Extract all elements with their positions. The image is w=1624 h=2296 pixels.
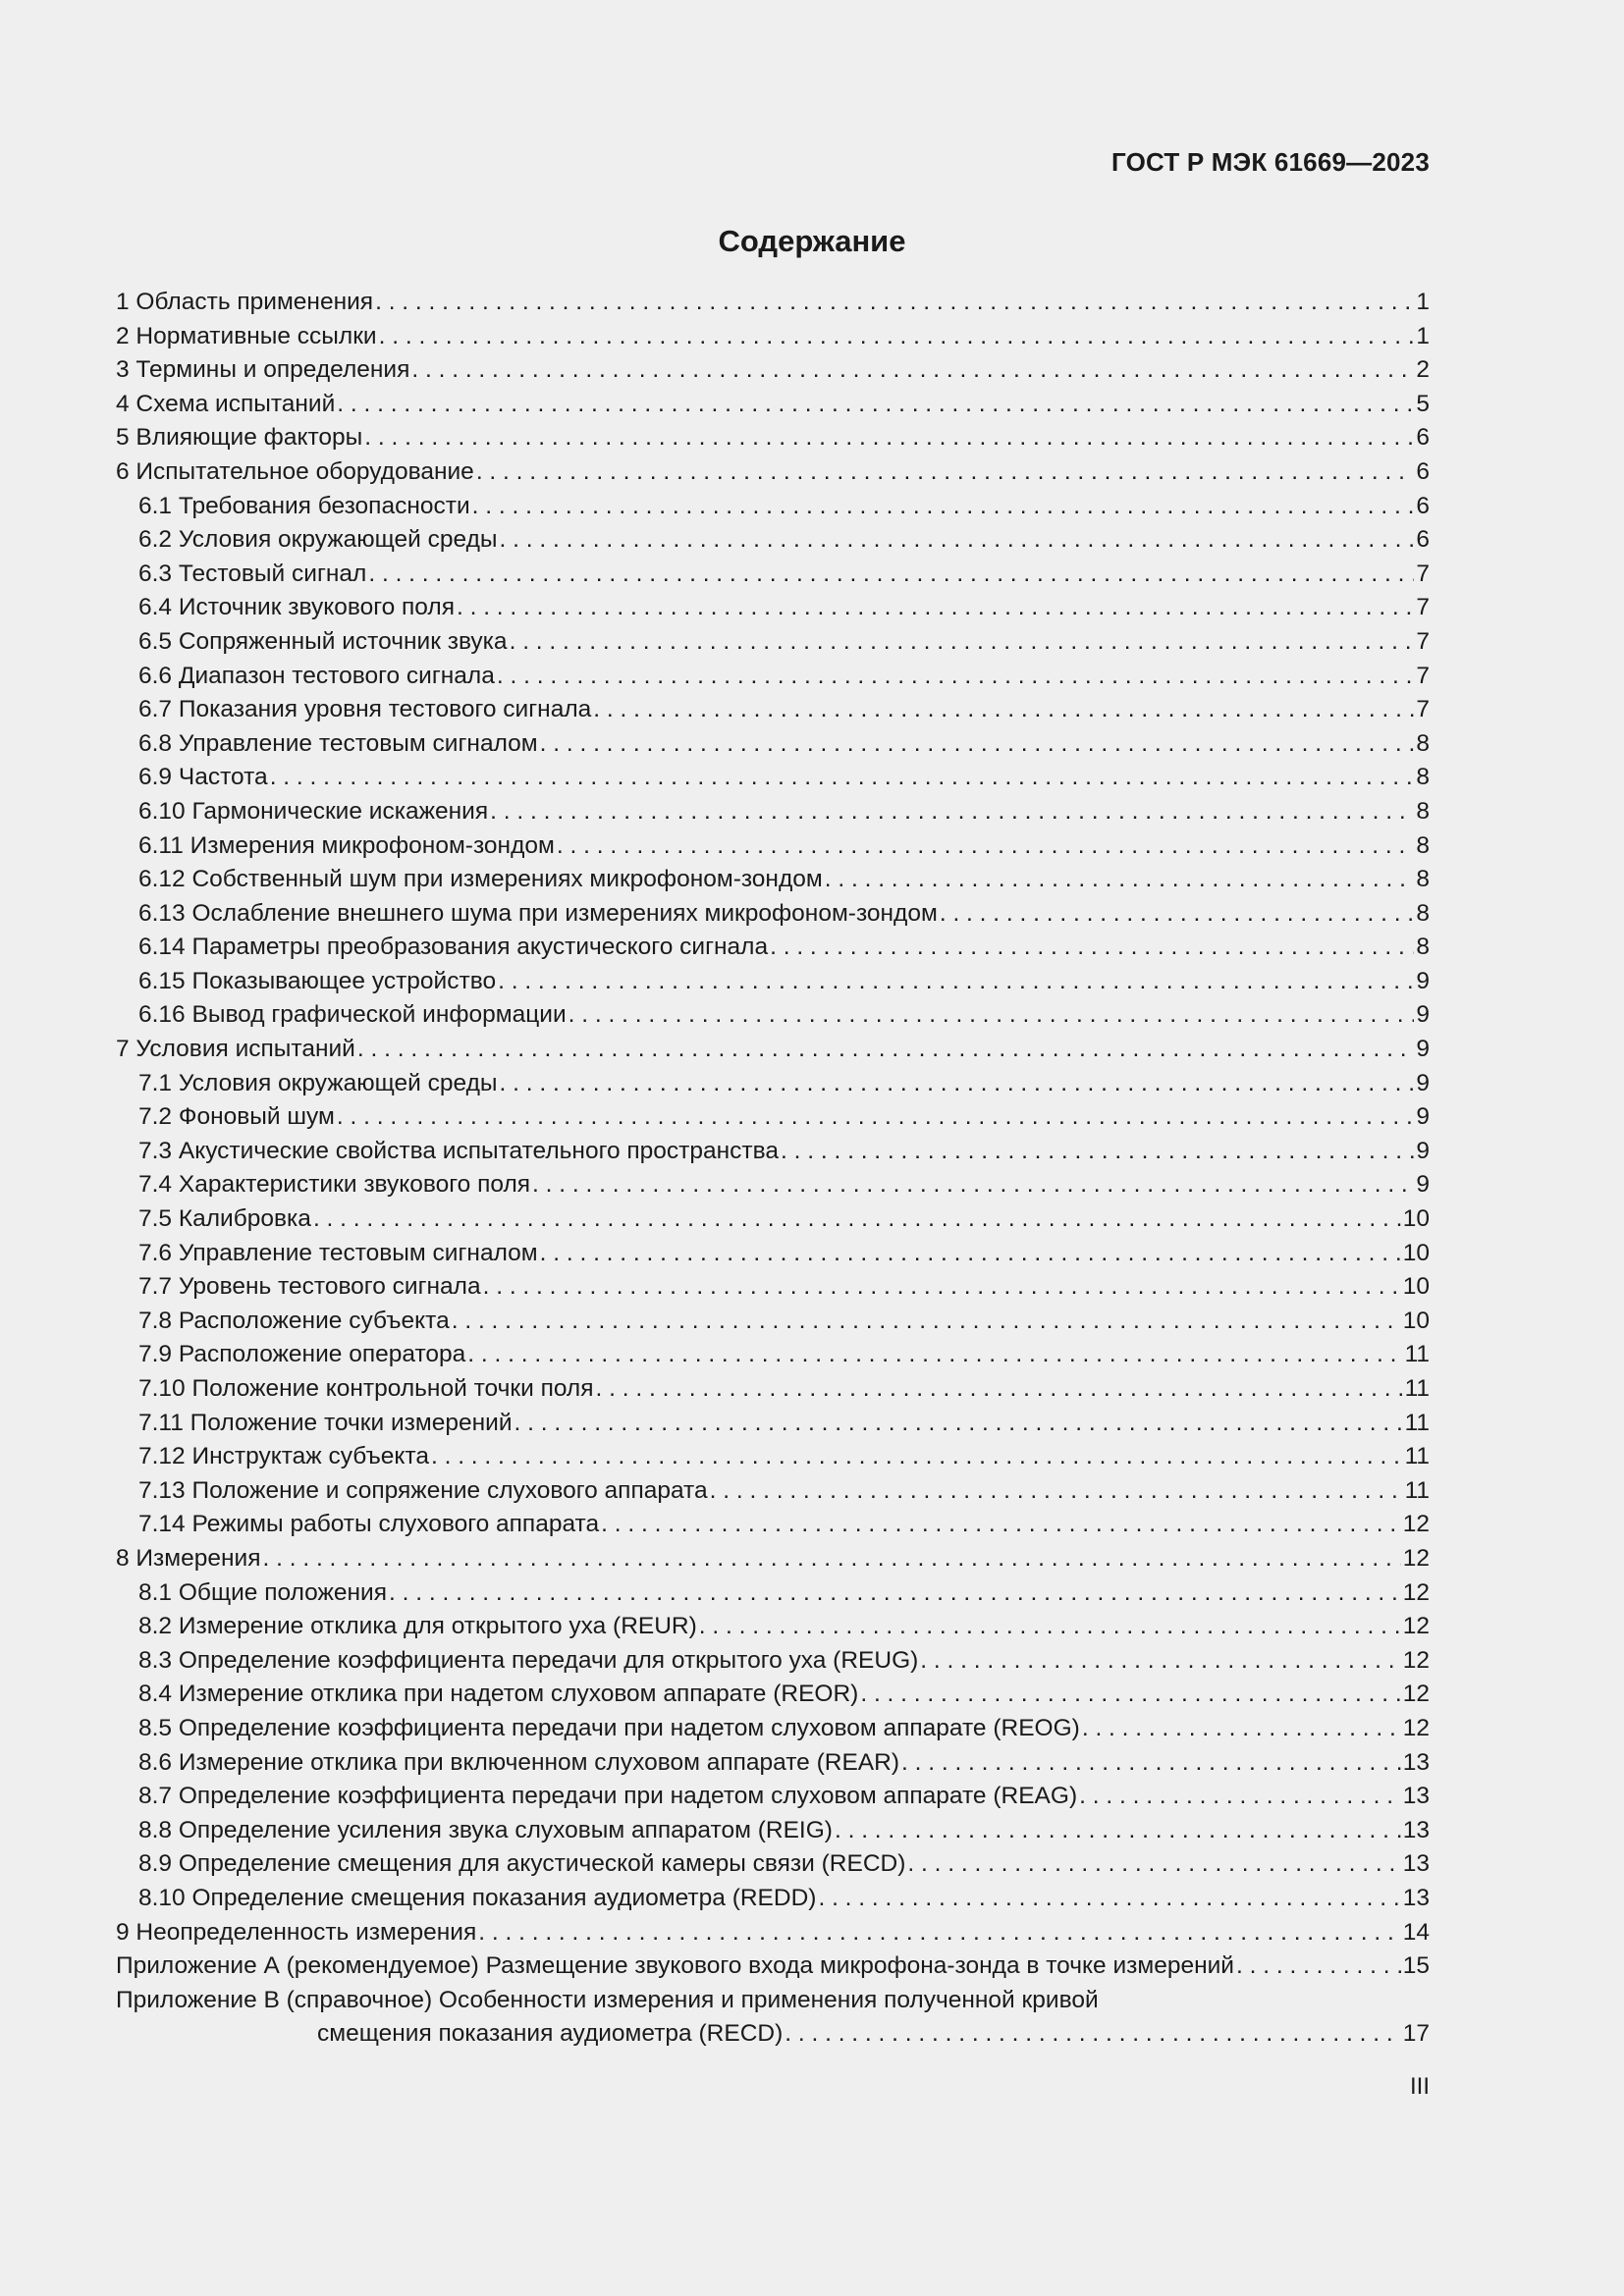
toc-entry-title: 8.2 Измерение отклика для открытого уха (REUR) [138, 1613, 697, 1640]
toc-entry[interactable] [116, 660, 1430, 694]
toc-entry-title: 7.7 Уровень тестового сигнала [138, 1273, 481, 1301]
toc-leader-dots [472, 490, 1415, 524]
toc-entry[interactable] [116, 1237, 1430, 1271]
toc-entry-page: 11 [1404, 1375, 1430, 1402]
toc-entry-title: 7.5 Калибровка [138, 1205, 311, 1233]
toc-entry[interactable] [116, 761, 1430, 795]
toc-leader-dots [337, 1100, 1414, 1135]
toc-entry-page: 12 [1402, 1578, 1430, 1606]
toc-entry[interactable] [116, 490, 1430, 524]
toc-entry-title: 7.4 Характеристики звукового поля [138, 1171, 531, 1199]
toc-entry[interactable] [116, 523, 1430, 558]
toc-entry[interactable] [116, 1100, 1430, 1135]
toc-entry-page: 11 [1404, 1476, 1430, 1504]
toc-entry-page: 12 [1402, 1511, 1430, 1538]
toc-entry-page: 11 [1404, 1409, 1430, 1436]
page-number: III [1409, 2073, 1430, 2100]
toc-entry-title: 6.12 Собственный шум при измерениях микрофоном-зондом [138, 866, 823, 893]
toc-entry[interactable] [116, 1067, 1430, 1101]
table-of-contents [116, 286, 1430, 2052]
toc-entry[interactable] [116, 455, 1430, 490]
toc-entry-title: 6.15 Показывающее устройство [138, 967, 497, 994]
toc-entry-title: 8.5 Определение коэффициента передачи при надетом слуховом аппарате (REOG) [138, 1714, 1080, 1741]
toc-entry-title: 8.7 Определение коэффициента передачи при надетом слуховом аппарате (REAG) [138, 1783, 1078, 1810]
toc-entry-title: 6.3 Тестовый сигнал [138, 560, 367, 587]
toc-entry-title: 6.14 Параметры преобразования акустического сигнала [138, 934, 769, 961]
toc-entry-title: 3 Термины и определения [116, 356, 410, 384]
toc-entry[interactable] [116, 1644, 1430, 1679]
toc-leader-dots [907, 1847, 1400, 1882]
toc-leader-dots [568, 998, 1415, 1033]
toc-entry-page: 12 [1402, 1613, 1430, 1640]
toc-entry-title: 7 Условия испытаний [116, 1036, 355, 1063]
toc-leader-dots [835, 1814, 1401, 1848]
toc-leader-dots [770, 931, 1414, 965]
toc-leader-dots [1079, 1780, 1401, 1814]
toc-entry-title: 6.2 Условия окружающей среды [138, 526, 498, 554]
toc-entry-page: 11 [1404, 1341, 1430, 1368]
toc-entry-title: 5 Влияющие факторы [116, 424, 363, 452]
toc-leader-dots [920, 1644, 1400, 1679]
toc-leader-dots [781, 1135, 1414, 1169]
toc-leader-dots [540, 727, 1415, 762]
toc-entry-page: 1 [1416, 322, 1430, 349]
toc-leader-dots [467, 1338, 1402, 1372]
toc-leader-dots [1236, 1949, 1401, 1984]
toc-entry-page: 13 [1402, 1748, 1430, 1776]
toc-entry-title: 6.6 Диапазон тестового сигнала [138, 662, 495, 689]
toc-entry[interactable] [116, 829, 1430, 864]
toc-entry-title: 6.13 Ослабление внешнего шума при измерениях микрофоном-зондом [138, 899, 938, 927]
toc-leader-dots [368, 558, 1414, 592]
toc-entry-page: 6 [1416, 526, 1430, 554]
toc-leader-dots [710, 1474, 1403, 1509]
toc-entry-page: 9 [1416, 1069, 1430, 1096]
toc-entry[interactable] [116, 1847, 1430, 1882]
toc-entry[interactable] [116, 1814, 1430, 1848]
toc-entry-page: 7 [1416, 662, 1430, 689]
toc-leader-dots [497, 660, 1415, 694]
toc-entry[interactable] [116, 591, 1430, 625]
toc-entry[interactable] [116, 1474, 1430, 1509]
toc-leader-dots [476, 455, 1415, 490]
toc-entry[interactable] [116, 1576, 1430, 1611]
toc-leader-dots [357, 1033, 1414, 1067]
toc-entry[interactable] [116, 625, 1430, 660]
toc-entry[interactable] [116, 1508, 1430, 1542]
toc-entry-page: 1 [1416, 289, 1430, 315]
toc-entry-title: 7.3 Акустические свойства испытательного пространства [138, 1137, 780, 1164]
toc-entry-page: 13 [1402, 1783, 1430, 1810]
toc-leader-dots [483, 1270, 1401, 1305]
toc-leader-dots [940, 897, 1415, 932]
toc-entry[interactable] [116, 1542, 1430, 1576]
toc-entry-page: 9 [1416, 1001, 1430, 1029]
toc-entry-title: 6.5 Сопряженный источник звука [138, 627, 508, 655]
toc-entry-page: 11 [1404, 1443, 1430, 1470]
toc-entry[interactable] [116, 1746, 1430, 1781]
toc-entry[interactable] [116, 1916, 1430, 1950]
toc-entry[interactable] [116, 1168, 1430, 1202]
toc-entry-page: 6 [1416, 424, 1430, 452]
toc-entry-page: 7 [1416, 560, 1430, 587]
toc-entry-title: 6.16 Вывод графической информации [138, 1001, 567, 1029]
toc-entry[interactable] [116, 421, 1430, 455]
toc-entry[interactable] [116, 1372, 1430, 1407]
toc-entry-title: Приложение В (справочное) Особенности измерения и применения полученной кривой [116, 1986, 1099, 2013]
toc-entry-title: 7.9 Расположение оператора [138, 1341, 466, 1368]
toc-entry[interactable] [116, 1270, 1430, 1305]
toc-entry-title: 4 Схема испытаний [116, 390, 336, 417]
toc-entry-title: 7.6 Управление тестовым сигналом [138, 1239, 538, 1266]
toc-entry-page: 8 [1416, 866, 1430, 893]
toc-entry[interactable] [116, 1984, 1430, 2018]
toc-entry[interactable] [116, 795, 1430, 829]
toc-entry[interactable] [116, 693, 1430, 727]
toc-entry-page: 9 [1416, 1036, 1430, 1063]
toc-entry-title: 6.8 Управление тестовым сигналом [138, 729, 538, 757]
toc-leader-dots [557, 829, 1415, 864]
toc-entry-page: 8 [1416, 831, 1430, 859]
toc-leader-dots [313, 1202, 1401, 1237]
toc-leader-dots [593, 693, 1414, 727]
toc-leader-dots [1082, 1712, 1401, 1746]
toc-entry-title: 7.13 Положение и сопряжение слухового аппарата [138, 1476, 708, 1504]
toc-leader-dots [510, 625, 1415, 660]
toc-entry-title: 6.1 Требования безопасности [138, 492, 470, 519]
toc-leader-dots [490, 795, 1414, 829]
toc-entry-page: 13 [1402, 1884, 1430, 1911]
toc-leader-dots [431, 1440, 1403, 1474]
toc-entry-page: 9 [1416, 1171, 1430, 1199]
toc-entry-page: 10 [1402, 1273, 1430, 1301]
toc-entry[interactable] [116, 1949, 1430, 1984]
toc-leader-dots [457, 591, 1414, 625]
toc-entry-page: 14 [1402, 1918, 1430, 1946]
toc-leader-dots [389, 1576, 1401, 1611]
toc-entry-page: 9 [1416, 1103, 1430, 1131]
toc-entry[interactable] [116, 286, 1430, 320]
toc-entry[interactable] [116, 897, 1430, 932]
toc-entry-page: 12 [1402, 1544, 1430, 1572]
toc-entry-page: 5 [1416, 390, 1430, 417]
toc-leader-dots [596, 1372, 1403, 1407]
toc-entry[interactable] [116, 558, 1430, 592]
toc-leader-dots [818, 1882, 1400, 1916]
toc-entry[interactable] [116, 998, 1430, 1033]
toc-entry-page: 13 [1402, 1816, 1430, 1843]
toc-entry-page: 10 [1402, 1205, 1430, 1233]
toc-entry-page: 13 [1402, 1850, 1430, 1878]
toc-entry-page: 6 [1416, 457, 1430, 485]
toc-entry-page: 8 [1416, 797, 1430, 825]
toc-leader-dots [337, 388, 1414, 422]
toc-leader-dots [262, 1542, 1400, 1576]
toc-entry[interactable] [116, 1882, 1430, 1916]
toc-entry-page: 12 [1402, 1714, 1430, 1741]
toc-leader-dots [699, 1610, 1401, 1644]
toc-entry[interactable] [116, 931, 1430, 965]
toc-entry-page: 6 [1416, 492, 1430, 519]
toc-entry-title: 6 Испытательное оборудование [116, 457, 474, 485]
toc-leader-dots [601, 1508, 1401, 1542]
toc-entry-page: 9 [1416, 967, 1430, 994]
standard-number: ГОСТ Р МЭК 61669—2023 [1110, 147, 1430, 177]
toc-entry-title: смещения показания аудиометра (RECD) [317, 2020, 784, 2048]
toc-entry[interactable] [116, 1407, 1430, 1441]
toc-entry-page: 8 [1416, 899, 1430, 927]
toc-entry-title: 8.4 Измерение отклика при надетом слуховом аппарате (REOR) [138, 1681, 859, 1708]
toc-entry[interactable] [116, 1305, 1430, 1339]
toc-entry-title: 8 Измерения [116, 1544, 261, 1572]
toc-entry-title: 6.10 Гармонические искажения [138, 797, 489, 825]
toc-entry-page: 7 [1416, 627, 1430, 655]
toc-entry[interactable] [116, 1135, 1430, 1169]
toc-leader-dots [364, 421, 1414, 455]
toc-leader-dots [500, 1067, 1415, 1101]
toc-entry[interactable] [116, 1033, 1430, 1067]
page-title: Содержание [718, 224, 906, 258]
toc-entry-page: 10 [1402, 1239, 1430, 1266]
toc-entry[interactable] [116, 1712, 1430, 1746]
toc-entry-page: 15 [1402, 1952, 1430, 1980]
toc-entry[interactable] [116, 2017, 1430, 2052]
toc-entry-title: 8.6 Измерение отклика при включенном слуховом аппарате (REAR) [138, 1748, 899, 1776]
toc-entry-title: 8.10 Определение смещения показания аудиометра (REDD) [138, 1884, 817, 1911]
toc-leader-dots [532, 1168, 1414, 1202]
toc-entry-title: 7.8 Расположение субъекта [138, 1307, 450, 1334]
toc-entry[interactable] [116, 1440, 1430, 1474]
toc-entry[interactable] [116, 727, 1430, 762]
toc-entry-page: 2 [1416, 356, 1430, 384]
toc-entry[interactable] [116, 863, 1430, 897]
toc-entry[interactable] [116, 1202, 1430, 1237]
toc-entry[interactable] [116, 1678, 1430, 1712]
toc-leader-dots [375, 286, 1414, 320]
toc-entry-title: 7.1 Условия окружающей среды [138, 1069, 498, 1096]
toc-leader-dots [860, 1678, 1400, 1712]
toc-leader-dots [500, 523, 1415, 558]
toc-entry-page: 10 [1402, 1307, 1430, 1334]
toc-leader-dots [498, 965, 1414, 999]
toc-entry-title: 7.12 Инструктаж субъекта [138, 1443, 429, 1470]
toc-entry[interactable] [116, 320, 1430, 354]
toc-entry[interactable] [116, 388, 1430, 422]
toc-entry-page: 17 [1402, 2020, 1430, 2048]
toc-leader-dots [411, 353, 1414, 388]
toc-entry-page: 12 [1402, 1681, 1430, 1708]
toc-entry-title: 6.11 Измерения микрофоном-зондом [138, 831, 555, 859]
toc-entry-title: 7.10 Положение контрольной точки поля [138, 1375, 594, 1402]
toc-entry[interactable] [116, 1338, 1430, 1372]
toc-leader-dots [270, 761, 1415, 795]
toc-entry-title: 8.1 Общие положения [138, 1578, 388, 1606]
toc-entry-title: 6.4 Источник звукового поля [138, 594, 455, 621]
toc-entry[interactable] [116, 353, 1430, 388]
toc-entry-title: 1 Область применения [116, 289, 374, 315]
toc-leader-dots [478, 1916, 1400, 1950]
toc-leader-dots [901, 1746, 1401, 1781]
toc-entry[interactable] [116, 965, 1430, 999]
toc-entry-title: 2 Нормативные ссылки [116, 322, 377, 349]
toc-entry-title: 7.11 Положение точки измерений [138, 1409, 513, 1436]
toc-leader-dots [379, 320, 1415, 354]
toc-leader-dots [785, 2017, 1401, 2052]
toc-entry-title: 7.2 Фоновый шум [138, 1103, 335, 1131]
toc-entry[interactable] [116, 1780, 1430, 1814]
toc-entry-title: Приложение А (рекомендуемое) Размещение звукового входа микрофона-зонда в точке измерений [116, 1952, 1234, 1980]
toc-entry-page: 8 [1416, 764, 1430, 791]
toc-leader-dots [825, 863, 1415, 897]
toc-entry-title: 6.7 Показания уровня тестового сигнала [138, 696, 592, 723]
toc-entry-title: 8.9 Определение смещения для акустической камеры связи (RECD) [138, 1850, 906, 1878]
toc-entry-title: 9 Неопределенность измерения [116, 1918, 477, 1946]
toc-entry-title: 8.3 Определение коэффициента передачи для открытого уха (REUG) [138, 1646, 919, 1674]
toc-entry-title: 8.8 Определение усиления звука слуховым аппаратом (REIG) [138, 1816, 833, 1843]
toc-entry-page: 9 [1416, 1137, 1430, 1164]
toc-entry-page: 8 [1416, 729, 1430, 757]
toc-entry-page: 7 [1416, 594, 1430, 621]
toc-leader-dots [514, 1407, 1403, 1441]
toc-entry[interactable] [116, 1610, 1430, 1644]
toc-entry-page: 8 [1416, 934, 1430, 961]
toc-entry-title: 7.14 Режимы работы слухового аппарата [138, 1511, 600, 1538]
toc-entry-page: 7 [1416, 696, 1430, 723]
toc-leader-dots [452, 1305, 1401, 1339]
toc-entry-title: 6.9 Частота [138, 764, 268, 791]
toc-leader-dots [540, 1237, 1401, 1271]
toc-entry-page: 12 [1402, 1646, 1430, 1674]
